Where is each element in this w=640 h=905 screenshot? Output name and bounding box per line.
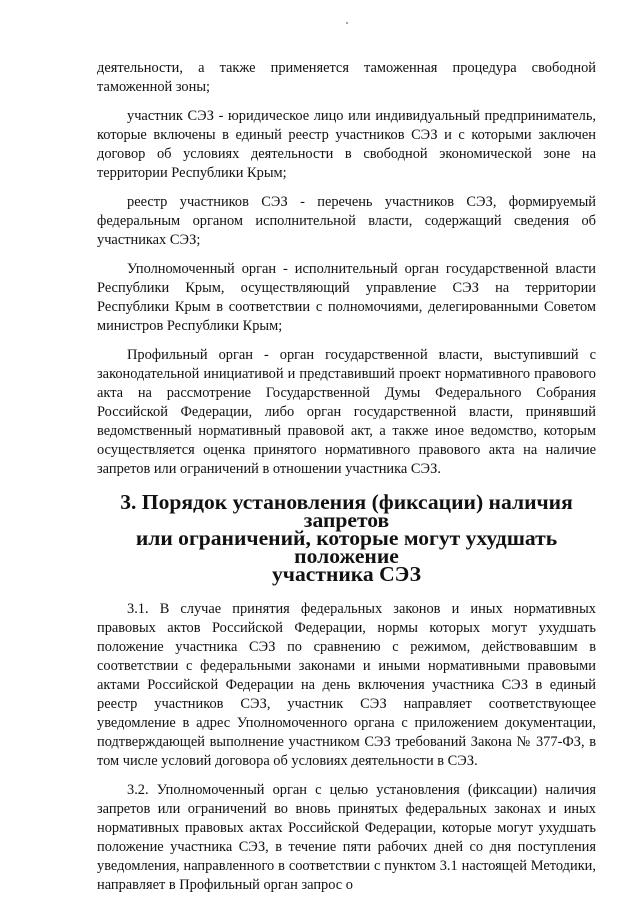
paragraph-profile-body-definition: Профильный орган - орган государственной власти, выступивший с законодательной инициативой и представивший проект нормативного правового акта на рассмотрение Государственной Думы Федерального Собрания Российской Федерации, либо орган государственной власти, принявший ведомственный нормативный правовой акт, а также иное ведомство, которым осуществляется оценка принятого нормативного правового акта на наличие запретов или ограничений в отношении участника СЭЗ. xyxy=(97,347,596,477)
paragraph-3-2: 3.2. Уполномоченный орган с целью установления (фиксации) наличия запретов или ограничений во вновь принятых федеральных законах и иных нормативных правовых актах Российской Федерации, которые могут ухудшать положение участника СЭЗ, в течение пяти рабочих дней со дня поступления уведомления, направленного в соответствии с пунктом 3.1 настоящей Методики, направляет в Профильный орган запрос о xyxy=(97,782,596,893)
section-3-heading xyxy=(97,490,596,586)
section-heading-line-1: 3. Порядок установления (фиксации) наличия запретов xyxy=(120,490,573,532)
paragraph-sez-participant-definition: участник СЭЗ - юридическое лицо или индивидуальный предприниматель, которые включены в единый реестр участников СЭЗ и с которыми заключен договор об условиях деятельности в свободной экономической зоне на территории Республики Крым; xyxy=(97,108,596,181)
paragraph-sez-registry-definition: реестр участников СЭЗ - перечень участников СЭЗ, формируемый федеральным органом исполнительной власти, содержащий сведения об участниках СЭЗ; xyxy=(97,194,596,248)
section-heading-line-3: участника СЭЗ xyxy=(272,562,421,586)
document-page xyxy=(97,59,596,905)
section-heading-line-2: или ограничений, которые могут ухудшать положение xyxy=(135,526,558,568)
scan-artifact xyxy=(346,22,348,24)
paragraph-zone-definition-end: деятельности, а также применяется таможенная процедура свободной таможенной зоны; xyxy=(97,60,596,95)
paragraph-3-1: 3.1. В случае принятия федеральных законов и иных нормативных правовых актов Российской Федерации, нормы которых могут ухудшать положение участника СЭЗ по сравнению с режимом, действовавшим в соответствии с федеральными законами и иными нормативными правовыми актами Российской Федерации на день включения участника СЭЗ в единый реестр участников СЭЗ, участник СЭЗ направляет соответствующее уведомление в адрес Уполномоченного органа с приложением документации, подтверждающей выполнение участником СЭЗ требований Закона № 377-ФЗ, в том числе условий договора об условиях деятельности в СЭЗ. xyxy=(97,601,596,769)
paragraph-authorized-body-definition: Уполномоченный орган - исполнительный орган государственной власти Республики Крым, осуществляющий управление СЭЗ на территории Республики Крым в соответствии с полномочиями, делегированными Советом министров Республики Крым; xyxy=(97,261,596,334)
